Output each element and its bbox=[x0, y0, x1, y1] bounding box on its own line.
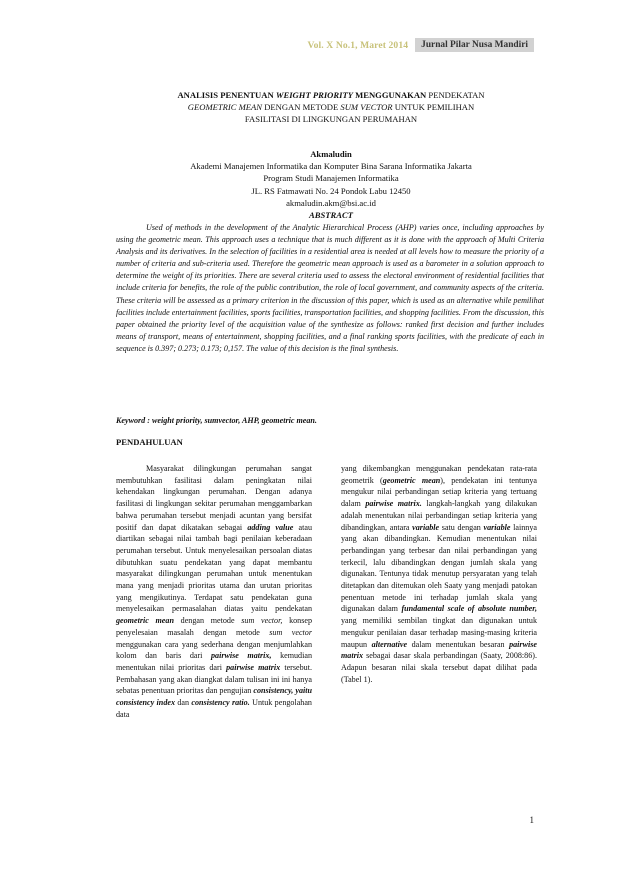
left-text-5: dengan metode bbox=[180, 616, 235, 626]
right-text-11: yang memiliki sembilan tingkat dan digunakan untuk mengukur penilaian dasar terhadap masing-masing kriteria maupun bbox=[341, 616, 537, 649]
left-text-1: Masyarakat dilingkungan perumahan sangat membutuhkan fasilitasi dalam peningkatan nilai kehendakan lingkungan perumahan. Dengan adanya fasilitasi di lingkungan sekitar perumahan menggambarkan bahwa perumahan tersebut menjadi acuntan yang bersifat positif dan dapat dikatakan sebagai bbox=[116, 464, 312, 532]
left-text-13: tersebut. Pembahasan yang akan diangkat dalam tulisan ini ini hanya sebatas penentuan prioritas dan pengujian bbox=[116, 662, 312, 696]
left-text-2: adding value bbox=[247, 522, 294, 532]
running-header bbox=[307, 38, 534, 52]
right-text-5: langkah-langkah yang dilakukan adalah menentukan nilai perbandingan setiap kriteria yang dibandingkan, antara bbox=[341, 499, 538, 532]
journal-label: Jurnal Pilar Nusa Mandiri bbox=[415, 38, 534, 52]
body-column-left bbox=[116, 463, 312, 720]
left-text-16: consistency ratio. bbox=[191, 698, 250, 708]
right-text-1: yang dikembangkan menggunakan pendekatan rata-rata geometrik ( bbox=[341, 464, 537, 485]
right-text-2: geometric mean bbox=[382, 475, 441, 485]
left-text-14: consistency, yaitu consistency index bbox=[116, 686, 312, 708]
title-part6: DENGAN METODE bbox=[264, 102, 339, 112]
left-text-8: sum vector bbox=[269, 627, 312, 637]
author-address: JL. RS Fatmawati No. 24 Pondok Labu 12450 bbox=[251, 185, 411, 196]
title-part1: ANALISIS PENENTUAN bbox=[177, 90, 274, 100]
title-part4: PENDEKATAN bbox=[428, 90, 485, 100]
left-text-6: sum vector, bbox=[241, 616, 283, 626]
left-text-3: atau diartikan sebagai nilai tambah bagi penilaian keberadaan perumahan tersebut. Untuk menyelesaikan persoalan diatas dibutuhkan suatu pendekatan yang dapat membantu masyarakat dilingkungan perumahan untuk menentukan mana yang menjadi prioritas utama dan urutan prioritas yang mengikutinya. Terdapat satu pendekatan guna menyelesaikan permasalahan diatas yaitu pendekatan bbox=[116, 522, 312, 614]
right-text-9: lainnya yang akan dibandingkan. Kemudian menentukan nilai perbandingan yang terbesar dan nilai perbandingan yang terkecil, lalu dibandingkan dengan jumlah skala yang digunakan. Tentunya tidak menutup persyaratan yang telah ditetapkan dan ditemukan oleh Saaty yang menjadi patokan penentuan metode ini terhadap jumlah skala yang digunakan dalam bbox=[341, 522, 537, 614]
title-part8: UNTUK PEMILIHAN bbox=[394, 102, 475, 112]
title-part7: SUM VECTOR bbox=[340, 102, 393, 112]
right-text-7: satu dengan bbox=[441, 522, 481, 532]
author-email: akmaludin.akm@bsi.ac.id bbox=[286, 197, 376, 208]
right-text-12: alternative bbox=[371, 639, 408, 649]
left-text-9: menggunakan cara yang sederhana dengan menjumlahkan kolom dan baris dari bbox=[116, 639, 312, 661]
title-line3: FASILITASI DI LINGKUNGAN PERUMAHAN bbox=[244, 114, 418, 124]
abstract-text: Used of methods in the development of the Analytic Hierarchical Process (AHP) varies once, including approaches by using the geometric mean. This approach uses a technique that is much different as it is done with the approach of Multi Criteria Analysis and its derivatives. In the selection of facilities in a residential area is needed at all levels how to measure the priority of a number of criteria and sub-criteria used. Therefore the geometric mean approach is used as a barometer in a solution approach to determine the weight of its priorities. There are several criteria used to assess the electoral environment of residential facilities that include criteria for benefits, the role of the public contribution, the role of local government, and community aspects of the criteria. These criteria will be assessed as a primary criterion in the discussion of this paper, which is used as an alternative while pemilihat facilities include entertainment facilities, sports facilities, transportation facilities, and shopping facilities. From the discussion, this paper obtained the priority level of the acquisition value of the synthesize as follows: ranked first decision and further includes means of transport, means of entertainment, shopping facilities, and a final ranking sports facilities, with the predicate of each in sequence is 0.397; 0.273; 0.173; 0,157. The value of this decision is the final synthesis. bbox=[116, 223, 544, 353]
author-name: Akmaludin bbox=[310, 149, 352, 159]
left-text-17: Untuk pengolahan data bbox=[116, 698, 312, 719]
right-text-14: pairwise matrix bbox=[341, 639, 537, 661]
right-text-8: variable bbox=[483, 522, 511, 532]
body-column-right bbox=[341, 463, 537, 685]
left-text-10: pairwise matrix, bbox=[210, 651, 272, 661]
left-text-11: kemudian menentukan nilai prioritas dari bbox=[116, 651, 312, 672]
right-text-10: fundamental scale of absolute number, bbox=[401, 604, 537, 614]
right-text-6: variable bbox=[412, 522, 440, 532]
section-heading: PENDAHULUAN bbox=[116, 437, 183, 447]
right-text-15: sebagai dasar skala perbandingan (Saaty, 2008:86). Adapun besaran nilai skala tersebut dapat dilihat pada (Tabel 1). bbox=[341, 651, 537, 684]
left-text-4: geometric mean bbox=[116, 616, 174, 626]
right-text-13: dalam menentukan besaran bbox=[411, 639, 505, 649]
author-block bbox=[116, 148, 546, 209]
author-affiliation: Akademi Manajemen Informatika dan Komputer Bina Sarana Informatika Jakarta bbox=[190, 161, 472, 172]
right-text-4: pairwise matrix. bbox=[365, 499, 422, 509]
title-part5: GEOMETRIC MEAN bbox=[187, 102, 263, 112]
paper-title bbox=[116, 89, 546, 125]
page-number: 1 bbox=[529, 815, 534, 825]
left-text-12: pairwise matrix bbox=[226, 662, 281, 672]
right-text-3: ), pendekatan ini tentunya mengukur nilai perbandingan setiap kriteria yang tertuang dalam bbox=[341, 475, 537, 509]
left-text-15: dan bbox=[177, 698, 190, 708]
title-part3: MENGGUNAKAN bbox=[355, 90, 427, 100]
author-program: Program Studi Manajemen Informatika bbox=[263, 173, 399, 184]
abstract-heading: ABSTRACT bbox=[309, 210, 353, 220]
title-part2: WEIGHT PRIORITY bbox=[275, 90, 353, 100]
left-text-7: konsep penyelesaian masalah dengan metode bbox=[116, 616, 312, 637]
keywords: Keyword : weight priority, sumvector, AHP, geometric mean. bbox=[116, 416, 317, 425]
volume-label: Vol. X No.1, Maret 2014 bbox=[307, 39, 409, 51]
